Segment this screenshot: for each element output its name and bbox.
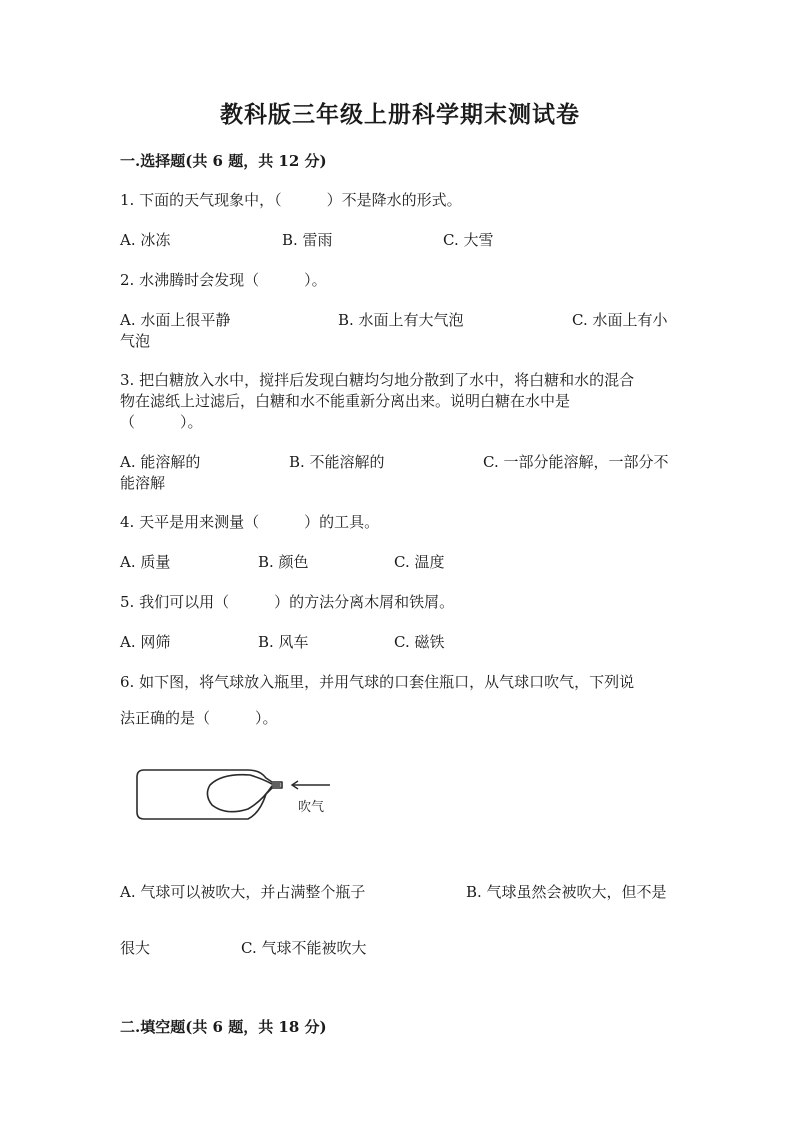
q6-option-a: A. 气球可以被吹大，并占满整个瓶子 xyxy=(120,883,366,901)
arrow-left-icon xyxy=(292,781,330,789)
q3-option-a: A. 能溶解的 xyxy=(120,453,201,471)
q3-option-c-wrap: 能溶解 xyxy=(120,474,166,492)
q1-option-c: C. 大雪 xyxy=(443,231,494,249)
q6-option-b: B. 气球虽然会被吹大，但不是 xyxy=(466,883,667,901)
question-2: 2. 水沸腾时会发现（ ）。 xyxy=(120,271,327,289)
q4-option-b: B. 颜色 xyxy=(258,553,309,571)
q5-option-b: B. 风车 xyxy=(258,633,309,651)
q3-option-b: B. 不能溶解的 xyxy=(289,453,385,471)
q6-option-b-wrap: 很大 xyxy=(120,939,151,957)
q1-option-a: A. 冰冻 xyxy=(120,231,171,249)
question-6-line-2: 法正确的是（ ）。 xyxy=(120,709,278,727)
q2-option-a: A. 水面上很平静 xyxy=(120,311,231,329)
section-heading-choice: 一.选择题(共 6 题，共 12 分) xyxy=(120,152,327,170)
q4-option-c: C. 温度 xyxy=(394,553,445,571)
q5-option-a: A. 网筛 xyxy=(120,633,171,651)
bottle-balloon-diagram xyxy=(130,765,350,834)
q1-option-b: B. 雷雨 xyxy=(282,231,333,249)
diagram-label: 吹气 xyxy=(298,800,325,815)
section-heading-fill-blank: 二.填空题(共 6 题，共 18 分) xyxy=(120,1018,327,1036)
question-5: 5. 我们可以用（ ）的方法分离木屑和铁屑。 xyxy=(120,593,455,611)
q6-option-c: C. 气球不能被吹大 xyxy=(241,939,367,957)
question-3-line-1: 3. 把白糖放入水中，搅拌后发现白糖均匀地分散到了水中，将白糖和水的混合 xyxy=(120,371,635,389)
question-6-line-1: 6. 如下图，将气球放入瓶里，并用气球的口套住瓶口，从气球口吹气，下列说 xyxy=(120,673,635,691)
question-4: 4. 天平是用来测量（ ）的工具。 xyxy=(120,513,380,531)
page-title: 教科版三年级上册科学期末测试卷 xyxy=(220,101,580,128)
q3-option-c: C. 一部分能溶解，一部分不 xyxy=(483,453,669,471)
question-1: 1. 下面的天气现象中，（ ）不是降水的形式。 xyxy=(120,191,462,209)
q2-option-c-wrap: 气泡 xyxy=(120,332,151,350)
bottle-outline xyxy=(137,770,282,819)
q2-option-b: B. 水面上有大气泡 xyxy=(338,311,464,329)
q5-option-c: C. 磁铁 xyxy=(394,633,445,651)
q4-option-a: A. 质量 xyxy=(120,553,171,571)
q2-option-c: C. 水面上有小 xyxy=(572,311,668,329)
question-3-line-2: 物在滤纸上过滤后，白糖和水不能重新分离出来。说明白糖在水中是 xyxy=(120,392,571,410)
question-3-line-3: （ ）。 xyxy=(120,413,203,431)
